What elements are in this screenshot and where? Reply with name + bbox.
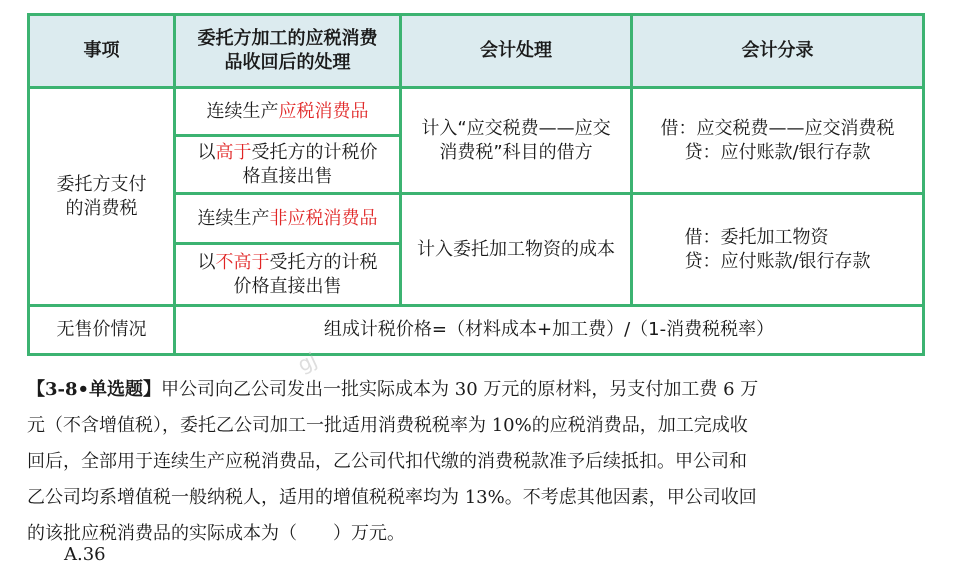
treatment-row-continue-taxable <box>176 89 399 134</box>
treatment-highlight: 高于 <box>215 141 252 163</box>
question-line: 回后，全部用于连续生产应税消费品，乙公司代扣代缴的消费税款准予后续抵扣。甲公司和 <box>27 451 747 472</box>
header-entries: 会计分录 <box>741 40 814 61</box>
treatment-highlight: 非应税消费品 <box>269 207 378 229</box>
question-line: 元（不含增值税），委托乙公司加工一批适用消费税税率为 10%的应税消费品，加工完成收 <box>27 415 748 436</box>
accounting-cell-processing-cost: 计入委托加工物资的成本 <box>417 238 615 260</box>
treatment-row-sell-not-higher <box>176 245 399 304</box>
entry-credit-line: 贷：应付账款/银行存款 <box>684 141 871 163</box>
entry-debit-line: 借：委托加工物资 <box>684 226 829 248</box>
question-text: 甲公司向乙公司发出一批实际成本为 30 万元的原材料，另支付加工费 6 万 <box>161 379 759 400</box>
header-treatment: 委托方加工的应税消费品收回后的处理 <box>197 28 378 73</box>
entry-debit-line: 借：应交税费——应交消费税 <box>660 117 895 139</box>
treatment-highlight: 应税消费品 <box>278 100 369 122</box>
entry-credit-line: 贷：应付账款/银行存款 <box>684 250 871 272</box>
option-a[interactable]: A.36 <box>64 544 106 565</box>
question-line <box>27 372 939 408</box>
section-label-no-price: 无售价情况 <box>56 319 147 340</box>
treatment-text: 连续生产 <box>197 207 270 229</box>
header-item: 事项 <box>83 40 120 61</box>
entry-cell-b <box>633 195 922 304</box>
formula-cell: 组成计税价格=（材料成本+加工费）/（1-消费税税率） <box>323 319 775 340</box>
treatment-text: 连续生产 <box>206 100 279 122</box>
treatment-text: 以 <box>197 141 216 163</box>
question-block <box>27 372 939 552</box>
question-line: 的该批应税消费品的实际成本为（ ）万元。 <box>27 523 405 544</box>
accounting-cell-debit-tax: 计入“应交税费——应交消费税”科目的借方 <box>421 117 611 163</box>
watermark: gj <box>293 347 321 377</box>
treatment-text: 受托方的计税价格直接出售 <box>242 141 378 187</box>
question-line: 乙公司均系增值税一般纳税人，适用的增值税税率均为 13%。不考虑其他因素，甲公司收回 <box>27 487 757 508</box>
accounting-table <box>27 13 925 356</box>
entry-cell-a <box>633 89 922 192</box>
treatment-text: 以 <box>197 251 216 273</box>
treatment-row-sell-higher <box>176 137 399 192</box>
header-accounting: 会计处理 <box>480 40 552 61</box>
question-tag: 【3-8•单选题】 <box>27 379 162 400</box>
treatment-text: 受托方的计税价格直接出售 <box>233 251 378 297</box>
treatment-row-continue-non-taxable <box>176 195 399 242</box>
section-label-consumption-tax: 委托方支付的消费税 <box>56 173 147 219</box>
treatment-highlight: 不高于 <box>215 251 270 273</box>
